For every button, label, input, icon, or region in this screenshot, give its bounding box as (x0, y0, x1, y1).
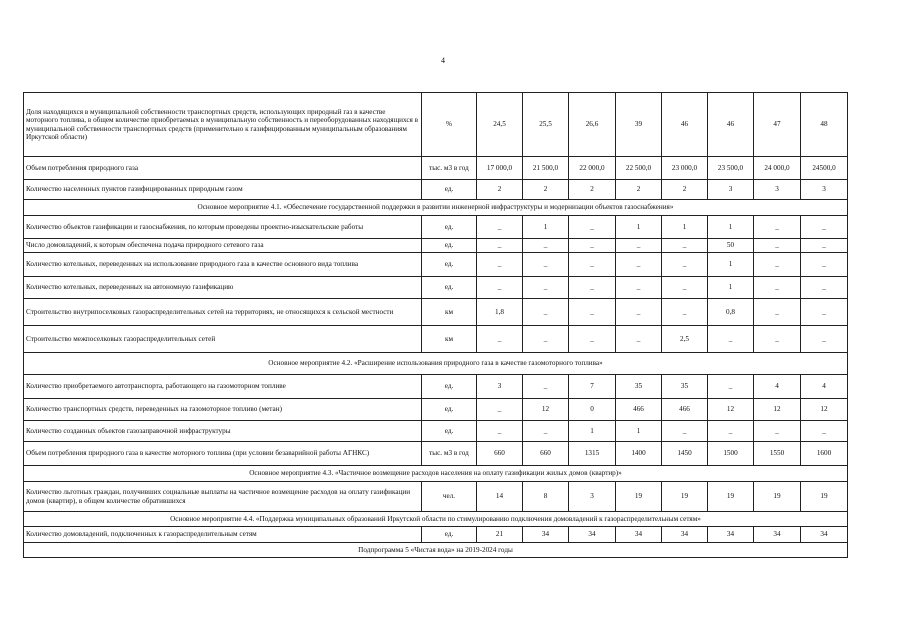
section-title: Подпрограмма 5 «Чистая вода» на 2019-2024 годы (24, 543, 848, 558)
value-cell: 12 (523, 399, 569, 421)
table-row (24, 216, 848, 239)
value-cell: 21 500,0 (523, 157, 569, 180)
value-cell: 3 (754, 180, 801, 200)
value-cell: _ (523, 421, 569, 442)
value-cell: 34 (662, 527, 708, 543)
value-cell: 12 (754, 399, 801, 421)
value-cell: 46 (662, 93, 708, 157)
indicator-name: Число домовладений, к которым обеспечена подача природного сетевого газа (24, 239, 422, 253)
value-cell: 1,8 (477, 299, 523, 326)
value-cell: 47 (754, 93, 801, 157)
value-cell: _ (662, 299, 708, 326)
value-cell: 660 (523, 442, 569, 466)
value-cell: _ (662, 239, 708, 253)
value-cell: 1500 (708, 442, 754, 466)
value-cell: 12 (801, 399, 848, 421)
table-row (24, 482, 848, 512)
value-cell: 35 (662, 375, 708, 399)
value-cell: 39 (616, 93, 662, 157)
value-cell: _ (569, 253, 616, 277)
value-cell: 1450 (662, 442, 708, 466)
value-cell: 34 (523, 527, 569, 543)
unit-cell: ед. (422, 399, 477, 421)
unit-cell: ед. (422, 253, 477, 277)
table-row (24, 375, 848, 399)
value-cell: 1 (569, 421, 616, 442)
indicator-name: Объем потребления природного газа в качестве моторного топлива (при условии безаварийной работы АГНКС) (24, 442, 422, 466)
table-row (24, 442, 848, 466)
value-cell: _ (616, 239, 662, 253)
table-row (24, 277, 848, 299)
value-cell: 2 (569, 180, 616, 200)
value-cell: _ (801, 326, 848, 353)
value-cell: _ (523, 253, 569, 277)
unit-cell: км (422, 326, 477, 353)
value-cell: _ (523, 326, 569, 353)
value-cell: _ (569, 326, 616, 353)
value-cell: _ (477, 216, 523, 239)
section-title: Основное мероприятие 4.4. «Поддержка муниципальных образований Иркутской области по стимулированию подключения домовладений к газораспределительным сетям» (24, 512, 848, 527)
value-cell: _ (523, 239, 569, 253)
value-cell: _ (477, 277, 523, 299)
value-cell: _ (801, 253, 848, 277)
value-cell: 1550 (754, 442, 801, 466)
unit-cell: ед. (422, 277, 477, 299)
value-cell: 34 (616, 527, 662, 543)
value-cell: _ (801, 216, 848, 239)
value-cell: _ (708, 421, 754, 442)
value-cell: 19 (708, 482, 754, 512)
value-cell: 48 (801, 93, 848, 157)
value-cell: 4 (754, 375, 801, 399)
unit-cell: тыс. м3 в год (422, 157, 477, 180)
value-cell: _ (569, 299, 616, 326)
indicator-name: Количество транспортных средств, переведенных на газомоторное топливо (метан) (24, 399, 422, 421)
value-cell: 3 (477, 375, 523, 399)
value-cell: 22 000,0 (569, 157, 616, 180)
indicator-name: Количество созданных объектов газозаправочной инфраструктуры (24, 421, 422, 442)
value-cell: 1600 (801, 442, 848, 466)
value-cell: 24 000,0 (754, 157, 801, 180)
unit-cell: ед. (422, 180, 477, 200)
value-cell: _ (523, 277, 569, 299)
indicator-name: Объем потребления природного газа (24, 157, 422, 180)
value-cell: 0,8 (708, 299, 754, 326)
indicator-name: Количество приобретаемого автотранспорта, работающего на газомоторном топливе (24, 375, 422, 399)
value-cell: _ (662, 421, 708, 442)
table-row (24, 527, 848, 543)
table-row (24, 299, 848, 326)
value-cell: _ (754, 239, 801, 253)
value-cell: _ (477, 253, 523, 277)
unit-cell: ед. (422, 527, 477, 543)
value-cell: 2 (477, 180, 523, 200)
value-cell: 4 (801, 375, 848, 399)
table-row (24, 253, 848, 277)
value-cell: _ (754, 421, 801, 442)
value-cell: 25,5 (523, 93, 569, 157)
value-cell: 19 (754, 482, 801, 512)
section-row (24, 200, 848, 216)
value-cell: _ (754, 326, 801, 353)
value-cell: 466 (616, 399, 662, 421)
value-cell: 17 000,0 (477, 157, 523, 180)
indicator-name: Доля находящихся в муниципальной собственности транспортных средств, использующих природный газ в качестве моторного топлива, в общем количестве приобретаемых в муниципальную собственность и переоборудованных находящихся в муниципальной собственности транспортных средств (применительно к газифицированным муниципальным образованиям Иркутской области) (24, 93, 422, 157)
section-title: Основное мероприятие 4.1. «Обеспечение государственной поддержки в развитии инженерной инфраструктуры и модернизации объектов газоснабжения» (24, 200, 848, 216)
section-title: Основное мероприятие 4.2. «Расширение использования природного газа в качестве газомоторного топлива» (24, 353, 848, 375)
indicator-name: Количество льготных граждан, получивших социальные выплаты на частичное возмещение расходов на оплату газификации домов (квартир), в общем количестве обратившихся (24, 482, 422, 512)
value-cell: _ (754, 216, 801, 239)
value-cell: 1 (708, 277, 754, 299)
value-cell: 1 (616, 216, 662, 239)
value-cell: 12 (708, 399, 754, 421)
value-cell: 34 (569, 527, 616, 543)
value-cell: _ (616, 253, 662, 277)
unit-cell: ед. (422, 239, 477, 253)
indicator-name: Количество котельных, переведенных на автономную газификацию (24, 277, 422, 299)
page-number: 4 (441, 56, 445, 65)
value-cell: _ (523, 299, 569, 326)
value-cell: 46 (708, 93, 754, 157)
value-cell: 1 (523, 216, 569, 239)
value-cell: 1 (616, 421, 662, 442)
unit-cell: чел. (422, 482, 477, 512)
indicator-name: Количество котельных, переведенных на использование природного газа в качестве основного вида топлива (24, 253, 422, 277)
value-cell: 19 (801, 482, 848, 512)
value-cell: _ (569, 216, 616, 239)
section-row (24, 353, 848, 375)
table-row (24, 180, 848, 200)
value-cell: 7 (569, 375, 616, 399)
value-cell: _ (754, 299, 801, 326)
unit-cell: ед. (422, 421, 477, 442)
value-cell: 2 (523, 180, 569, 200)
value-cell: 1 (662, 216, 708, 239)
value-cell: _ (801, 421, 848, 442)
value-cell: 34 (708, 527, 754, 543)
value-cell: 1400 (616, 442, 662, 466)
indicator-name: Количество домовладений, подключенных к газораспределительным сетям (24, 527, 422, 543)
value-cell: _ (477, 399, 523, 421)
unit-cell: % (422, 93, 477, 157)
indicator-name: Строительство внутрипоселковых газораспределительных сетей на территориях, не относящихся к сельской местности (24, 299, 422, 326)
value-cell: 14 (477, 482, 523, 512)
value-cell: 2 (616, 180, 662, 200)
value-cell: _ (477, 421, 523, 442)
value-cell: _ (801, 277, 848, 299)
unit-cell: ед. (422, 375, 477, 399)
value-cell: _ (523, 375, 569, 399)
value-cell: _ (708, 375, 754, 399)
indicator-name: Количество объектов газификации и газоснабжения, по которым проведены проектно-изыскательские работы (24, 216, 422, 239)
value-cell: _ (754, 253, 801, 277)
table-row (24, 326, 848, 353)
value-cell: 3 (801, 180, 848, 200)
table-row (24, 157, 848, 180)
table-row (24, 421, 848, 442)
value-cell: 660 (477, 442, 523, 466)
value-cell: 23 500,0 (708, 157, 754, 180)
value-cell: _ (708, 326, 754, 353)
value-cell: _ (477, 326, 523, 353)
value-cell: _ (477, 239, 523, 253)
value-cell: 50 (708, 239, 754, 253)
value-cell: 24500,0 (801, 157, 848, 180)
section-row (24, 512, 848, 527)
indicators-table (23, 92, 848, 558)
value-cell: 34 (801, 527, 848, 543)
value-cell: 3 (569, 482, 616, 512)
value-cell: 0 (569, 399, 616, 421)
unit-cell: км (422, 299, 477, 326)
value-cell: 24,5 (477, 93, 523, 157)
value-cell: _ (569, 239, 616, 253)
value-cell: _ (616, 326, 662, 353)
value-cell: 19 (616, 482, 662, 512)
value-cell: 35 (616, 375, 662, 399)
value-cell: _ (754, 277, 801, 299)
section-title: Основное мероприятие 4.3. «Частичное возмещение расходов населения на оплату газификации жилых домов (квартир)» (24, 466, 848, 482)
value-cell: 1315 (569, 442, 616, 466)
value-cell: _ (569, 277, 616, 299)
value-cell: 2,5 (662, 326, 708, 353)
table-row (24, 399, 848, 421)
unit-cell: тыс. м3 в год (422, 442, 477, 466)
value-cell: 3 (708, 180, 754, 200)
value-cell: _ (662, 277, 708, 299)
section-row (24, 466, 848, 482)
value-cell: 21 (477, 527, 523, 543)
value-cell: 8 (523, 482, 569, 512)
table-row (24, 239, 848, 253)
value-cell: 22 500,0 (616, 157, 662, 180)
unit-cell: ед. (422, 216, 477, 239)
indicator-name: Количество населенных пунктов газифицированных природным газом (24, 180, 422, 200)
value-cell: _ (801, 239, 848, 253)
table-row (24, 93, 848, 157)
section-row (24, 543, 848, 558)
value-cell: 34 (754, 527, 801, 543)
value-cell: 26,6 (569, 93, 616, 157)
value-cell: 23 000,0 (662, 157, 708, 180)
value-cell: _ (662, 253, 708, 277)
value-cell: _ (801, 299, 848, 326)
value-cell: 1 (708, 253, 754, 277)
value-cell: 19 (662, 482, 708, 512)
value-cell: 466 (662, 399, 708, 421)
value-cell: 2 (662, 180, 708, 200)
value-cell: 1 (708, 216, 754, 239)
value-cell: _ (616, 277, 662, 299)
value-cell: _ (616, 299, 662, 326)
indicator-name: Строительство межпоселковых газораспределительных сетей (24, 326, 422, 353)
